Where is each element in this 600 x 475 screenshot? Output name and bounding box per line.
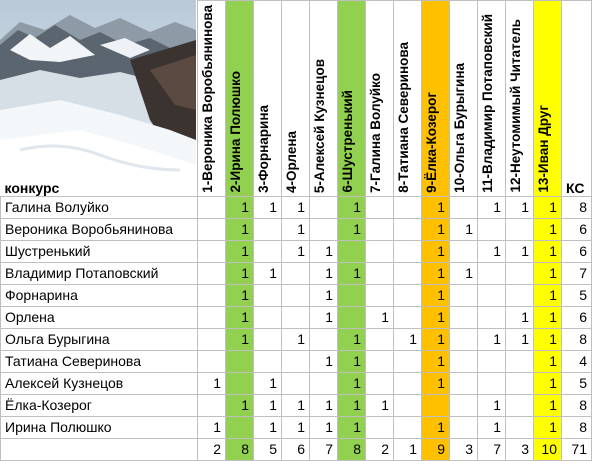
- vote-cell: [394, 306, 422, 328]
- vote-cell: 1: [422, 218, 450, 240]
- table-row: [1, 372, 592, 394]
- vote-cell: 1: [226, 218, 254, 240]
- vote-cell: [310, 196, 338, 218]
- vote-cell: [450, 240, 478, 262]
- column-header: [338, 1, 366, 197]
- vote-cell: 1: [506, 240, 534, 262]
- column-header: [394, 1, 422, 197]
- vote-cell: 1: [422, 196, 450, 218]
- vote-cell: 1: [422, 306, 450, 328]
- total-cell: 3: [506, 438, 534, 460]
- vote-cell: [338, 284, 366, 306]
- vote-cell: [394, 262, 422, 284]
- ks-cell: 8: [562, 416, 592, 438]
- vote-cell: 1: [282, 416, 310, 438]
- vote-cell: 1: [310, 350, 338, 372]
- ks-cell: 8: [562, 328, 592, 350]
- column-header-label: 7-Галина Волуйко: [368, 72, 383, 193]
- column-header: [450, 1, 478, 197]
- vote-cell: [338, 240, 366, 262]
- table-row: [1, 350, 592, 372]
- vote-cell: [254, 218, 282, 240]
- vote-cell: [198, 328, 226, 350]
- vote-cell: [394, 372, 422, 394]
- total-cell: 1: [394, 438, 422, 460]
- vote-cell: 1: [226, 262, 254, 284]
- total-cell: 8: [338, 438, 366, 460]
- vote-cell: 1: [534, 416, 562, 438]
- contestant-name: Ёлка-Козерог: [1, 394, 198, 416]
- contestant-name: Татиана Северинова: [1, 350, 198, 372]
- vote-cell: [198, 196, 226, 218]
- vote-cell: 1: [534, 240, 562, 262]
- ks-cell: 6: [562, 240, 592, 262]
- contestant-name: Орлена: [1, 306, 198, 328]
- ks-header: КС: [562, 1, 592, 197]
- vote-cell: [394, 240, 422, 262]
- vote-cell: 1: [422, 262, 450, 284]
- vote-cell: 1: [506, 328, 534, 350]
- vote-cell: [366, 372, 394, 394]
- column-header-label: 10-Ольга Бурыгина: [452, 62, 467, 193]
- vote-cell: 1: [478, 240, 506, 262]
- vote-cell: 1: [226, 284, 254, 306]
- vote-cell: 1: [338, 262, 366, 284]
- column-header-label: 1-Вероника Воробьянинова: [200, 5, 215, 193]
- ks-cell: 4: [562, 350, 592, 372]
- vote-cell: 1: [254, 416, 282, 438]
- vote-cell: [310, 372, 338, 394]
- column-header: [506, 1, 534, 197]
- vote-cell: 1: [282, 328, 310, 350]
- vote-cell: 1: [422, 416, 450, 438]
- table-row: [1, 218, 592, 240]
- vote-cell: 1: [338, 328, 366, 350]
- vote-cell: 1: [226, 328, 254, 350]
- column-header: [282, 1, 310, 197]
- vote-cell: 1: [338, 372, 366, 394]
- vote-cell: [478, 350, 506, 372]
- column-header: [478, 1, 506, 197]
- total-cell: 10: [534, 438, 562, 460]
- vote-cell: [282, 372, 310, 394]
- vote-cell: [366, 240, 394, 262]
- vote-cell: 1: [422, 284, 450, 306]
- vote-cell: 1: [534, 218, 562, 240]
- vote-cell: [198, 240, 226, 262]
- vote-cell: [254, 350, 282, 372]
- column-header-label: 11-Владимир Потаповский: [480, 14, 495, 193]
- vote-cell: [506, 262, 534, 284]
- vote-cell: 1: [422, 328, 450, 350]
- vote-cell: [506, 350, 534, 372]
- vote-cell: [310, 328, 338, 350]
- vote-cell: 1: [534, 350, 562, 372]
- vote-cell: 1: [366, 394, 394, 416]
- vote-cell: 1: [534, 306, 562, 328]
- vote-cell: [478, 372, 506, 394]
- vote-cell: 1: [226, 240, 254, 262]
- table-row: [1, 240, 592, 262]
- header-row: [1, 1, 592, 197]
- total-cell: 6: [282, 438, 310, 460]
- vote-cell: 1: [338, 350, 366, 372]
- ks-cell: 7: [562, 262, 592, 284]
- vote-cell: [338, 306, 366, 328]
- vote-cell: [478, 306, 506, 328]
- vote-cell: 1: [198, 372, 226, 394]
- column-header: [422, 1, 450, 197]
- vote-cell: 1: [338, 394, 366, 416]
- vote-cell: [450, 372, 478, 394]
- vote-cell: [450, 328, 478, 350]
- vote-cell: [198, 284, 226, 306]
- total-cell: 2: [198, 438, 226, 460]
- column-header: [254, 1, 282, 197]
- vote-cell: [226, 416, 254, 438]
- table-row: [1, 328, 592, 350]
- vote-cell: [394, 394, 422, 416]
- column-header: [310, 1, 338, 197]
- vote-cell: [254, 328, 282, 350]
- ks-cell: 6: [562, 306, 592, 328]
- vote-cell: [366, 262, 394, 284]
- vote-cell: 1: [478, 394, 506, 416]
- vote-cell: 1: [394, 328, 422, 350]
- vote-cell: 1: [534, 284, 562, 306]
- vote-cell: [478, 262, 506, 284]
- contestant-name: Вероника Воробьянинова: [1, 218, 198, 240]
- vote-cell: [366, 416, 394, 438]
- contestant-name: Ирина Полюшко: [1, 416, 198, 438]
- vote-cell: 1: [450, 262, 478, 284]
- column-header: [534, 1, 562, 197]
- vote-cell: 1: [282, 218, 310, 240]
- vote-cell: 1: [282, 196, 310, 218]
- vote-cell: [282, 284, 310, 306]
- vote-cell: [226, 372, 254, 394]
- table-row: [1, 416, 592, 438]
- vote-cell: [366, 328, 394, 350]
- ks-cell: 5: [562, 284, 592, 306]
- vote-cell: [394, 196, 422, 218]
- vote-cell: 1: [198, 416, 226, 438]
- table-row: [1, 262, 592, 284]
- total-cell: 3: [450, 438, 478, 460]
- contestant-name: Владимир Потаповский: [1, 262, 198, 284]
- vote-cell: 1: [506, 306, 534, 328]
- vote-cell: [394, 284, 422, 306]
- table-row: [1, 196, 592, 218]
- column-header-label: 2-Ирина Полюшко: [228, 71, 243, 193]
- column-header: [198, 1, 226, 197]
- vote-cell: 1: [310, 284, 338, 306]
- total-cell: 8: [226, 438, 254, 460]
- vote-cell: 1: [310, 394, 338, 416]
- vote-cell: [506, 416, 534, 438]
- vote-cell: 1: [534, 372, 562, 394]
- table-row: [1, 284, 592, 306]
- vote-cell: [366, 196, 394, 218]
- vote-cell: [198, 394, 226, 416]
- vote-cell: [506, 284, 534, 306]
- column-header-label: 4-Орлена: [284, 130, 299, 193]
- total-cell: 7: [310, 438, 338, 460]
- total-cell: 9: [422, 438, 450, 460]
- vote-cell: 1: [534, 196, 562, 218]
- corner-label: конкурс: [1, 1, 198, 197]
- vote-cell: 1: [310, 416, 338, 438]
- contestant-name: Шустренький: [1, 240, 198, 262]
- vote-cell: [310, 218, 338, 240]
- vote-cell: [198, 218, 226, 240]
- vote-cell: [506, 372, 534, 394]
- contestant-name: Галина Волуйко: [1, 196, 198, 218]
- vote-cell: [282, 306, 310, 328]
- vote-cell: 1: [366, 306, 394, 328]
- vote-cell: [282, 350, 310, 372]
- total-cell: 2: [366, 438, 394, 460]
- vote-cell: [422, 394, 450, 416]
- vote-cell: 1: [450, 218, 478, 240]
- vote-cell: 1: [478, 196, 506, 218]
- vote-cell: [506, 394, 534, 416]
- vote-cell: 1: [310, 240, 338, 262]
- vote-cell: [254, 240, 282, 262]
- column-header-label: 3-Форнарина: [256, 104, 271, 193]
- ks-cell: 8: [562, 394, 592, 416]
- vote-cell: 1: [338, 416, 366, 438]
- vote-cell: 1: [534, 262, 562, 284]
- vote-cell: [254, 306, 282, 328]
- vote-cell: [450, 394, 478, 416]
- vote-cell: [450, 416, 478, 438]
- vote-cell: [394, 350, 422, 372]
- contestant-name: Алексей Кузнецов: [1, 372, 198, 394]
- vote-cell: 1: [254, 372, 282, 394]
- vote-cell: 1: [478, 328, 506, 350]
- vote-cell: 1: [422, 350, 450, 372]
- vote-cell: [450, 306, 478, 328]
- vote-cell: 1: [506, 196, 534, 218]
- vote-cell: 1: [254, 394, 282, 416]
- contestant-name: Ольга Бурыгина: [1, 328, 198, 350]
- vote-cell: 1: [478, 416, 506, 438]
- column-header-label: 9-Ёлка-Козерог: [424, 91, 439, 193]
- vote-cell: 1: [534, 394, 562, 416]
- vote-cell: 1: [338, 218, 366, 240]
- column-header-label: 12-Неутомимый Читатель: [508, 19, 523, 193]
- vote-cell: [478, 218, 506, 240]
- ks-cell: 6: [562, 218, 592, 240]
- vote-cell: 1: [422, 240, 450, 262]
- column-header: [366, 1, 394, 197]
- vote-cell: 1: [338, 196, 366, 218]
- vote-cell: [450, 284, 478, 306]
- vote-cell: 1: [226, 306, 254, 328]
- vote-cell: 1: [226, 196, 254, 218]
- vote-cell: [198, 350, 226, 372]
- table-row: [1, 306, 592, 328]
- column-header-label: 13-Иван Друг: [536, 105, 551, 193]
- total-cell: 5: [254, 438, 282, 460]
- table-row: [1, 394, 592, 416]
- vote-cell: [254, 284, 282, 306]
- vote-cell: 1: [254, 262, 282, 284]
- total-cell: 7: [478, 438, 506, 460]
- vote-cell: 1: [310, 262, 338, 284]
- vote-cell: [450, 350, 478, 372]
- column-header-label: 8-Татиана Северинова: [396, 42, 411, 193]
- vote-cell: [450, 196, 478, 218]
- column-header-label: 6-Шустренький: [340, 90, 355, 193]
- contestant-name: Форнарина: [1, 284, 198, 306]
- totals-label: [1, 438, 198, 460]
- vote-cell: [506, 218, 534, 240]
- vote-cell: [198, 262, 226, 284]
- totals-row: [1, 438, 592, 460]
- vote-cell: [394, 416, 422, 438]
- vote-cell: [366, 350, 394, 372]
- ks-cell: 8: [562, 196, 592, 218]
- vote-cell: 1: [282, 240, 310, 262]
- vote-cell: [366, 284, 394, 306]
- vote-cell: [226, 350, 254, 372]
- vote-cell: 1: [422, 372, 450, 394]
- vote-cell: 1: [282, 394, 310, 416]
- ks-cell: 5: [562, 372, 592, 394]
- vote-cell: 1: [226, 394, 254, 416]
- vote-cell: [366, 218, 394, 240]
- column-header: [226, 1, 254, 197]
- vote-cell: 1: [254, 196, 282, 218]
- vote-cell: 1: [310, 306, 338, 328]
- vote-cell: [282, 262, 310, 284]
- vote-cell: [394, 218, 422, 240]
- ks-total: 71: [562, 438, 592, 460]
- column-header-label: 5-Алексей Кузнецов: [312, 58, 327, 193]
- vote-cell: 1: [534, 328, 562, 350]
- vote-cell: [198, 306, 226, 328]
- vote-cell: [478, 284, 506, 306]
